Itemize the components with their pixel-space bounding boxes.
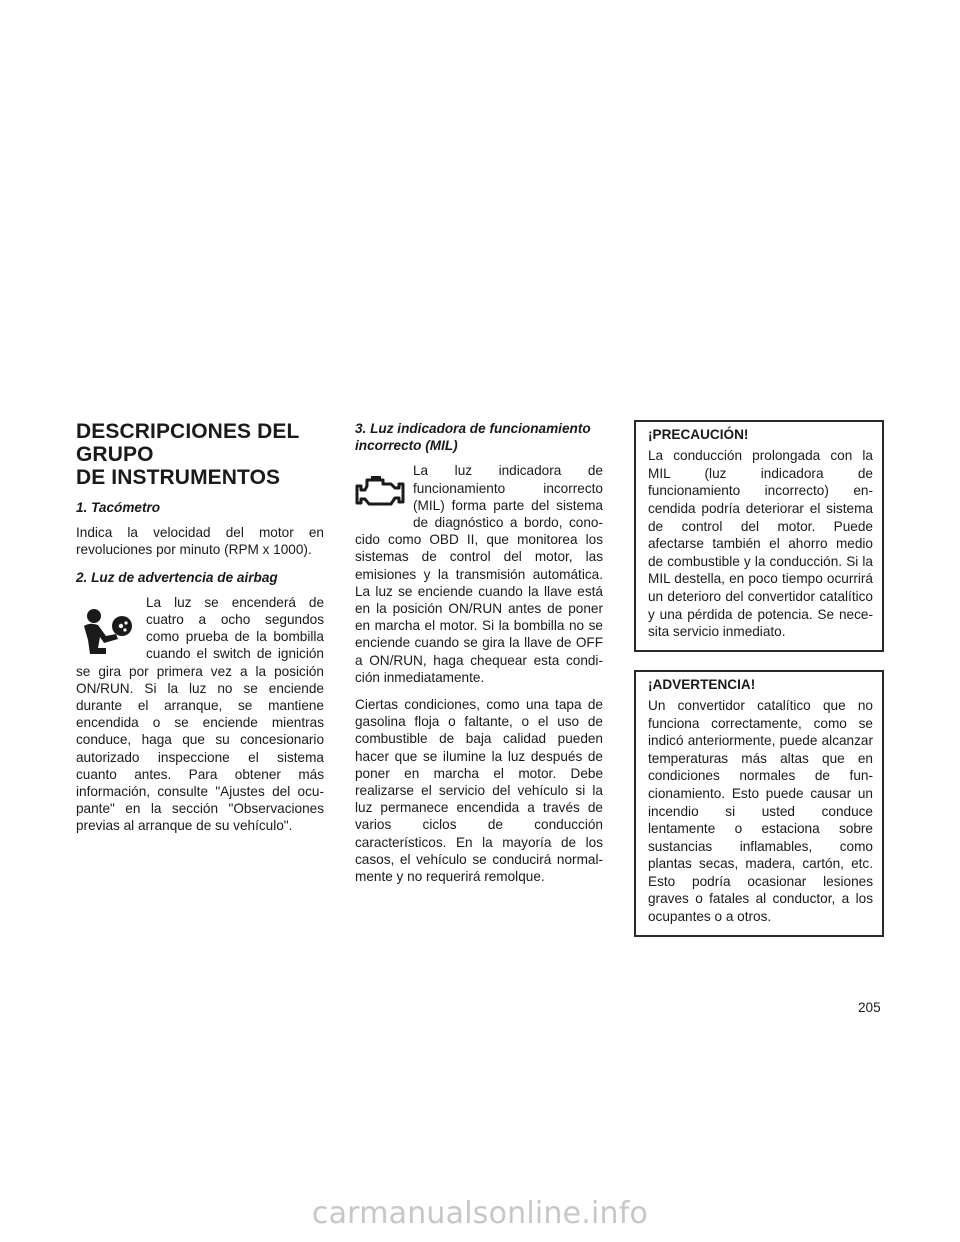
page-number: 205 xyxy=(858,1000,881,1015)
tachometer-heading: 1. Tacómetro xyxy=(76,500,161,515)
mil-text-1: La luz indicadora de funcionamiento incorrecto (MIL) forma parte del sistema de diagnóstico a bordo, conocido como OBD II, que monitorea los sistemas de control del motor, las emisiones y la transmisión automática. La luz se enciende cuando la llave está en la posición ON/RUN antes de poner en marcha el motor. Si la bombilla no se enciende cuando se gira la llave de OFF a ON/RUN, haga chequear esta condición inmediatamente. xyxy=(355,463,603,685)
mil-block xyxy=(355,462,603,696)
airbag-text: La luz se encenderá de cuatro a ocho segundos como prueba de la bombilla cuando el switch de ignición se gira por primera vez a la posición ON/RUN. Si la luz no se enciende durante el arranque, se mantiene encendida o se enciende mientras conduce, haga que su concesionario autorizado inspeccione el sistema cuanto antes. Para obtener más información, consulte "Ajustes del ocupante" en la sección "Observaciones previas al arranque de su vehículo". xyxy=(76,594,324,834)
caution-box xyxy=(634,420,884,652)
check-engine-icon xyxy=(355,472,405,512)
caution-title: ¡PRECAUCIÓN! xyxy=(648,427,749,442)
airbag-warning-icon xyxy=(76,606,138,658)
watermark: carmanualsonline.info xyxy=(311,1196,649,1231)
column-middle xyxy=(355,420,603,895)
mil-heading: 3. Luz indicadora de funcionamiento incorrecto (MIL) xyxy=(355,421,591,454)
caution-text: La conducción prolongada con la MIL (luz indicadora de funcionamiento incorrecto) encendida podría deteriorar el sistema de control del motor. Puede afectarse también el ahorro medio de combustible y la conducción. Si la MIL destella, en poco tiempo ocurrirá un deterioro del convertidor catalítico y una pérdida de potencia. Se necesita servicio inmediato. xyxy=(648,448,873,640)
airbag-heading: 2. Luz de advertencia de airbag xyxy=(76,569,278,585)
warning-box xyxy=(634,670,884,937)
column-right xyxy=(634,420,884,955)
column-left xyxy=(76,420,324,845)
airbag-block xyxy=(76,594,324,845)
section-title-line2: DE INSTRUMENTOS xyxy=(76,466,281,489)
section-title-line1: DESCRIPCIONES DEL GRUPO xyxy=(76,420,300,466)
section-title xyxy=(76,420,324,489)
mil-text-2: Ciertas condiciones, como una tapa de gasolina floja o faltante, o el uso de combustible de baja calidad pueden hacer que se ilumine la luz después de poner en marcha el motor. Debe realizarse el servicio del vehículo si la luz permanece encendida a través de varios ciclos de conducción característicos. En la mayoría de los casos, el vehículo se conducirá normalmente y no requerirá remolque. xyxy=(355,697,603,885)
warning-title: ¡ADVERTENCIA! xyxy=(648,676,756,692)
tachometer-text: Indica la velocidad del motor en revoluciones por minuto (RPM x 1000). xyxy=(76,525,324,558)
warning-text: Un convertidor catalítico que no funciona correctamente, como se indicó anteriormente, puede alcanzar temperaturas más altas que en condiciones normales de funcionamiento. Esto puede causar un incendio si usted conduce lentamente o estaciona sobre sustancias inflamables, como plantas secas, madera, cartón, etc. Esto podría ocasionar lesiones graves o fatales al conductor, a los ocupantes o a otros. xyxy=(648,697,873,925)
